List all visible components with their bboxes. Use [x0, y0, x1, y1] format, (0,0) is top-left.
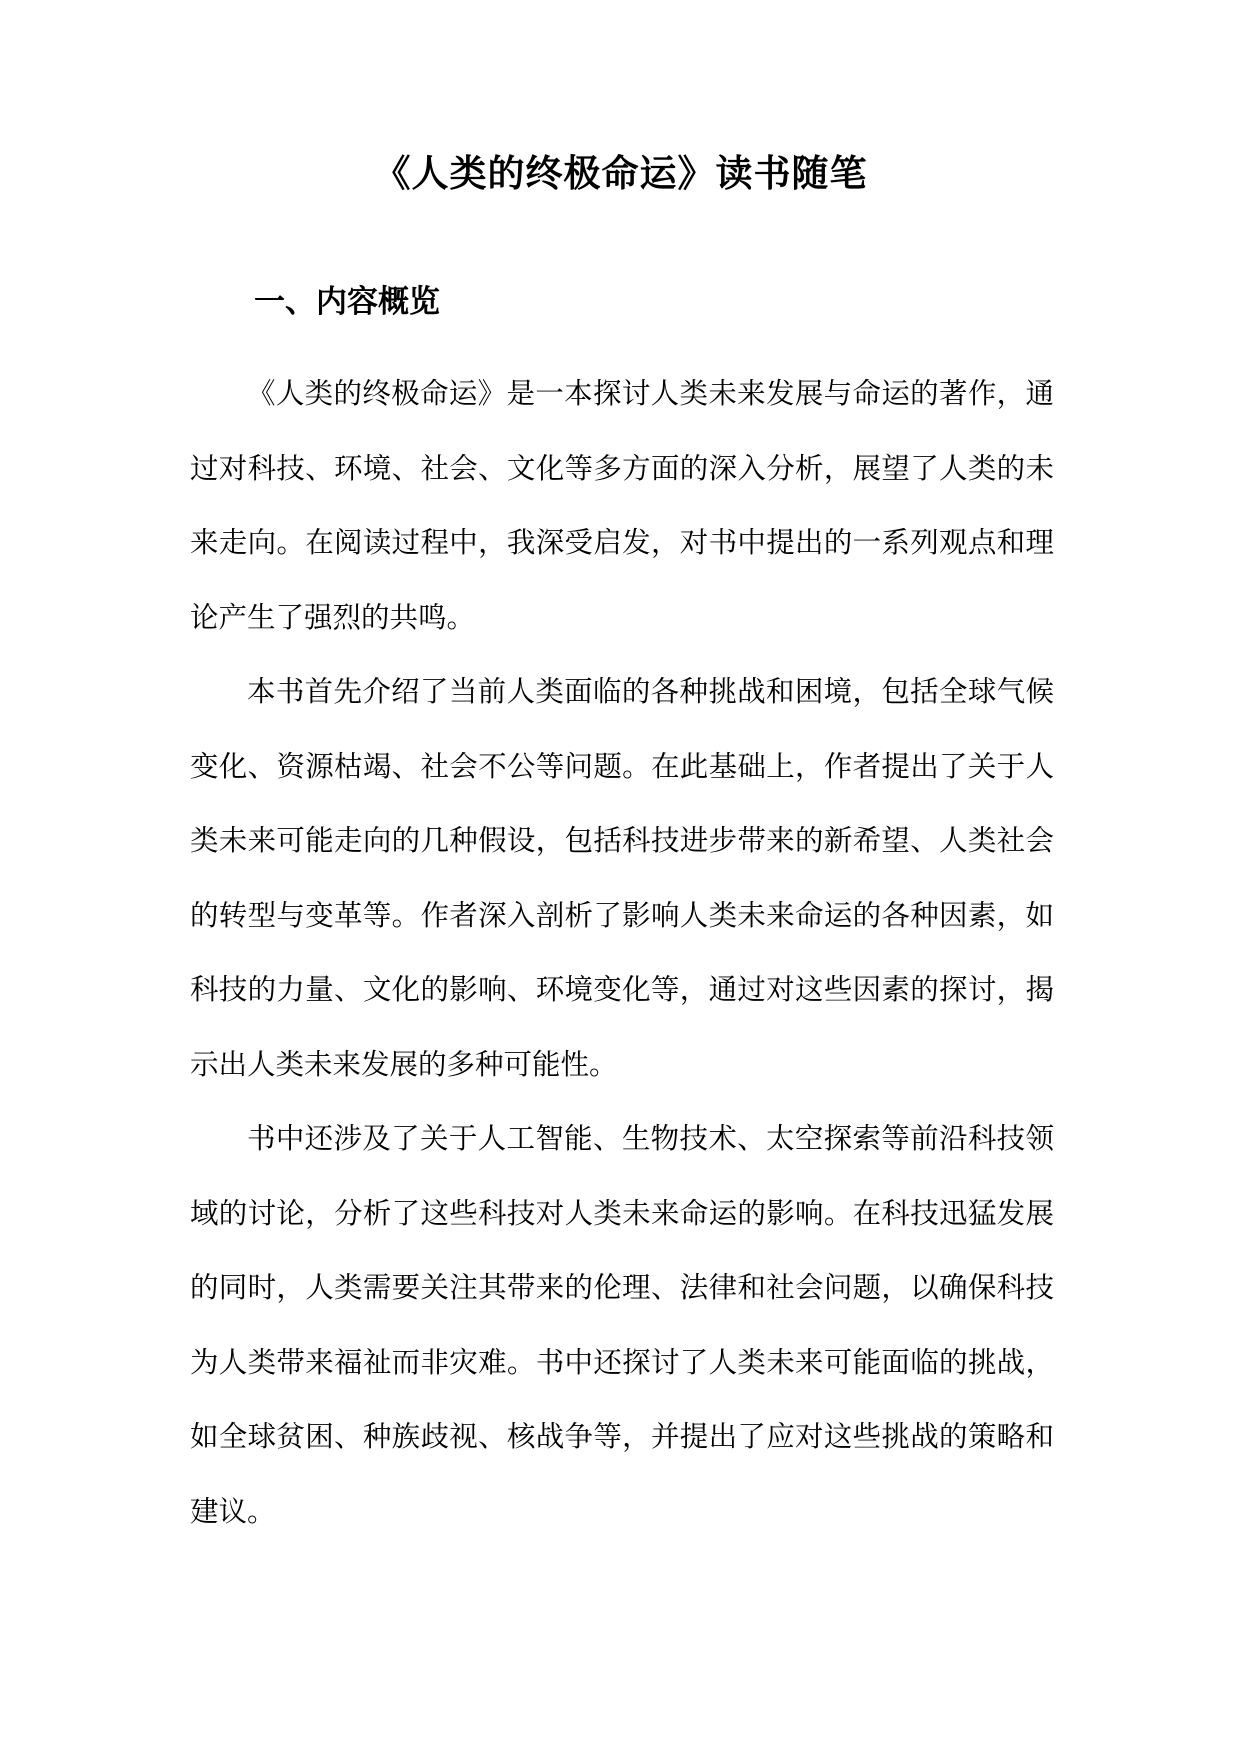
paragraph-2: 本书首先介绍了当前人类面临的各种挑战和困境，包括全球气候变化、资源枯竭、社会不公等问题。在此基础上，作者提出了关于人类未来可能走向的几种假设，包括科技进步带来的新希望、人类社会的转型与变革等。作者深入剖析了影响人类未来命运的各种因素，如科技的力量、文化的影响、环境变化等，通过对这些因素的探讨，揭示出人类未来发展的多种可能性。	[190, 675, 1054, 1081]
paragraph-3: 书中还涉及了关于人工智能、生物技术、太空探索等前沿科技领域的讨论，分析了这些科技对人类未来命运的影响。在科技迅猛发展的同时，人类需要关注其带来的伦理、法律和社会问题，以确保科技为人类带来福祉而非灾难。书中还探讨了人类未来可能面临的挑战，如全球贫困、种族歧视、核战争等，并提出了应对这些挑战的策略和建议。	[190, 1122, 1054, 1528]
paragraph-1: 《人类的终极命运》是一本探讨人类未来发展与命运的著作，通过对科技、环境、社会、文化等多方面的深入分析，展望了人类的未来走向。在阅读过程中，我深受启发，对书中提出的一系列观点和理论产生了强烈的共鸣。	[190, 377, 1054, 634]
section-body	[190, 357, 1054, 1549]
document-title: 《人类的终极命运》读书随笔	[373, 151, 868, 195]
section-heading: 一、内容概览	[254, 284, 440, 320]
